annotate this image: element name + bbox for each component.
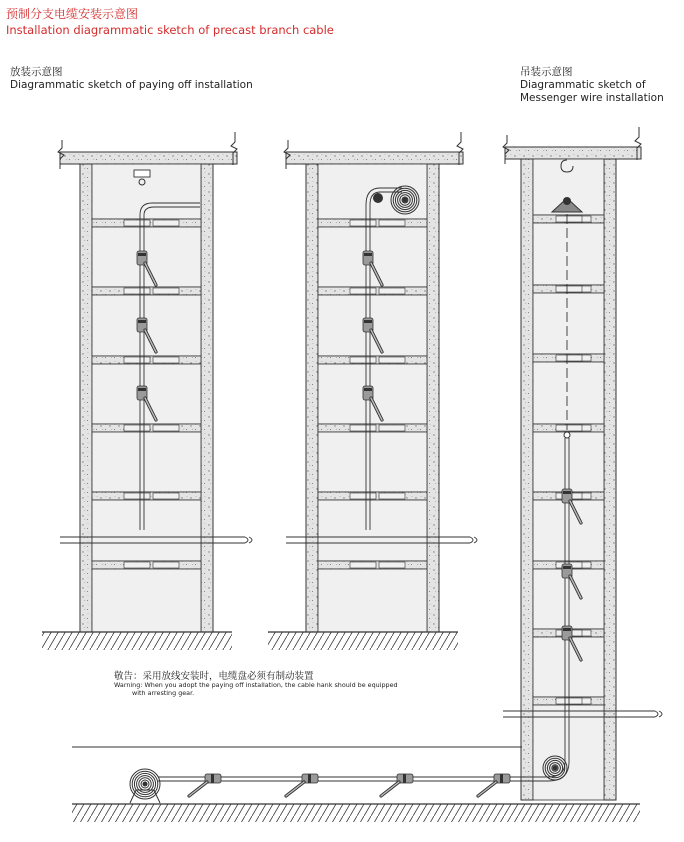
slab-opening [153,425,179,431]
slab-opening [379,425,405,431]
ground-hatch [42,632,232,650]
joint-band [364,320,372,323]
joint-band [364,253,372,256]
ground-hatch [268,632,458,650]
room [92,500,201,561]
slab-opening [350,562,376,568]
wall [521,159,533,800]
wall [427,164,439,632]
pulley [563,197,571,205]
roof-slab [286,152,463,164]
room [533,362,604,424]
slab-opening [350,357,376,363]
room [533,432,604,492]
roof-slab [505,147,641,159]
branch-cable [286,782,304,796]
pulley-bracket [134,170,150,177]
slab-opening [153,220,179,226]
wall [604,159,616,800]
slab-opening [124,288,150,294]
slab-opening [556,216,582,222]
pipe-break [470,537,477,543]
joint-band [211,774,214,783]
room [533,637,604,697]
slab-opening [379,288,405,294]
room [318,432,427,492]
wall [80,164,92,632]
warning-text-en-1: Warning: When you adopt the paying off installation, the cable hank should be equipped [114,681,398,689]
pipe-break [245,537,252,543]
slab-opening [153,288,179,294]
joint-band [563,566,571,569]
reel-hub [403,198,408,203]
slab-opening [124,562,150,568]
slab-opening [556,286,582,292]
branch-cable [189,782,207,796]
room [318,500,427,561]
ground-hatch [72,804,640,822]
room [533,705,604,800]
wall [201,164,213,632]
building-right [503,127,662,800]
slab-opening [379,220,405,226]
slab-opening [124,220,150,226]
right-section-label-en-1: Diagrammatic sketch of [520,79,646,91]
cable-grip [564,432,570,438]
slab-opening [379,562,405,568]
diagram-title-en: Installation diagrammatic sketch of precast branch cable [6,23,334,37]
room [318,569,427,632]
room [92,569,201,632]
joint-band [138,253,146,256]
joint-band [138,388,146,391]
right-section-label-cn: 吊装示意图 [520,66,573,78]
joint-band [138,320,146,323]
reel-hub [143,782,148,787]
slab-opening [153,493,179,499]
slab-opening [379,357,405,363]
left-section-label-en: Diagrammatic sketch of paying off installation [10,79,253,91]
joint-band [308,774,311,783]
left-section-label-cn: 放装示意图 [10,66,63,78]
diagram-title-cn: 预制分支电缆安装示意图 [6,7,139,21]
slab-opening [379,493,405,499]
joint-band [500,774,503,783]
guide-pulley [373,193,383,203]
warning-text-en-2: with arresting gear. [132,688,195,697]
slab-opening [350,288,376,294]
slab-opening [350,425,376,431]
room [533,223,604,285]
roof-slab [60,152,237,164]
building-middle [268,132,477,650]
joint-band [563,628,571,631]
branch-cable [381,782,399,796]
slab-opening [124,357,150,363]
building-left [42,132,252,650]
joint-band [403,774,406,783]
joint-band [364,388,372,391]
pipe-break [655,711,662,717]
reel-hub [553,766,558,771]
warning-text-cn: 敬告：采用放线安装时，电缆盘必须有制动装置 [114,671,314,682]
slab-opening [124,425,150,431]
room [533,293,604,354]
room [533,500,604,561]
slab-opening [153,562,179,568]
slab-opening [153,357,179,363]
slab-opening [556,355,582,361]
right-section-label-en-2: Messenger wire installation [520,92,664,104]
slab-opening [350,220,376,226]
branch-cable [478,782,496,796]
slab-opening [124,493,150,499]
slab-opening [556,425,582,431]
wall [306,164,318,632]
room [92,432,201,492]
slab-opening [350,493,376,499]
joint-band [563,491,571,494]
